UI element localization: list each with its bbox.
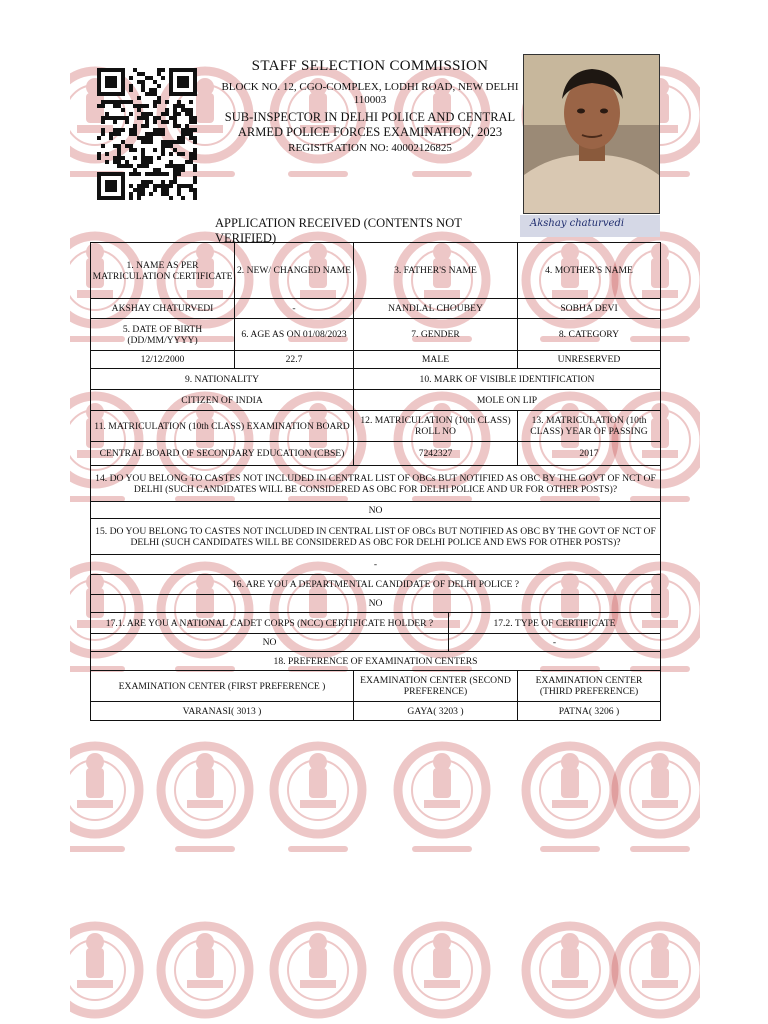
watermark-emblem [274, 926, 362, 1024]
q17-2-answer: - [449, 634, 661, 652]
q16-answer: NO [91, 595, 661, 613]
watermark-emblem [274, 746, 362, 852]
watermark-emblem [398, 746, 486, 852]
dob-value: 12/12/2000 [91, 351, 235, 369]
mother-name-value: SOBHA DEVI [518, 299, 661, 319]
watermark-emblem [616, 746, 700, 852]
roll-number-label: 12. MATRICULATION (10th CLASS) ROLL NO [354, 411, 518, 442]
identification-mark-value: MOLE ON LIP [354, 390, 661, 411]
identification-mark-label: 10. MARK OF VISIBLE IDENTIFICATION [354, 369, 661, 390]
dob-label: 5. DATE OF BIRTH (DD/MM/YYYY) [91, 319, 235, 351]
changed-name-label: 2. NEW/ CHANGED NAME [235, 243, 354, 299]
q14-obc-delhi-ur-question: 14. DO YOU BELONG TO CASTES NOT INCLUDED IN CENTRAL LIST OF OBCs BUT NOTIFIED AS OBC BY THE GOVT OF NCT OF DELHI (SUCH CANDIDATES WILL BE CONSIDERED AS OBC FOR DELHI POLICE AND UR FOR OTHER POSTS)? [91, 466, 661, 502]
center-third-label: EXAMINATION CENTER (THIRD PREFERENCE) [518, 671, 661, 702]
roll-number-value: 7242327 [354, 442, 518, 466]
category-label: 8. CATEGORY [518, 319, 661, 351]
q17-1-ncc-question: 17.1. ARE YOU A NATIONAL CADET CORPS (NCC) CERTIFICATE HOLDER ? [91, 613, 449, 634]
watermark-emblem [70, 926, 139, 1024]
board-label: 11. MATRICULATION (10th CLASS) EXAMINATION BOARD [91, 411, 354, 442]
org-address: BLOCK NO. 12, CGO-COMPLEX, LODHI ROAD, NEW DELHI 110003 [221, 81, 519, 106]
header [220, 58, 520, 154]
watermark-emblem [398, 926, 486, 1024]
watermark-emblem [161, 746, 249, 852]
center-first-value: VARANASI( 3013 ) [91, 702, 354, 721]
passing-year-label: 13. MATRICULATION (10th CLASS) YEAR OF PASSING [518, 411, 661, 442]
center-first-label: EXAMINATION CENTER (FIRST PREFERENCE ) [91, 671, 354, 702]
nationality-label: 9. NATIONALITY [91, 369, 354, 390]
center-second-value: GAYA( 3203 ) [354, 702, 518, 721]
q17-1-answer: NO [91, 634, 449, 652]
qr-code [97, 68, 197, 200]
watermark-emblem [616, 926, 700, 1024]
org-title: STAFF SELECTION COMMISSION [251, 58, 489, 74]
center-third-value: PATNA( 3206 ) [518, 702, 661, 721]
changed-name-value: - [235, 299, 354, 319]
category-value: UNRESERVED [518, 351, 661, 369]
name-label: 1. NAME AS PER MATRICULATION CERTIFICATE [91, 243, 235, 299]
watermark-emblem [70, 746, 139, 852]
father-name-label: 3. FATHER'S NAME [354, 243, 518, 299]
gender-value: MALE [354, 351, 518, 369]
center-second-label: EXAMINATION CENTER (SECOND PREFERENCE) [354, 671, 518, 702]
age-value: 22.7 [235, 351, 354, 369]
registration-number: REGISTRATION NO: 40002126825 [288, 142, 452, 154]
q17-2-certificate-type-label: 17.2. TYPE OF CERTIFICATE [449, 613, 661, 634]
admit-form-page [70, 40, 700, 1024]
q15-obc-delhi-ews-question: 15. DO YOU BELONG TO CASTES NOT INCLUDED IN CENTRAL LIST OF OBCs BUT NOTIFIED AS OBC BY THE GOVT OF NCT OF DELHI (SUCH CANDIDATES WILL BE CONSIDERED AS OBC FOR DELHI POLICE AND EWS FOR OTHER POSTS)? [91, 519, 661, 555]
gender-label: 7. GENDER [354, 319, 518, 351]
watermark-emblem [161, 926, 249, 1024]
nationality-value: CITIZEN OF INDIA [91, 390, 354, 411]
signature-text: Akshay chaturvedi [530, 218, 625, 229]
age-label: 6. AGE AS ON 01/08/2023 [235, 319, 354, 351]
application-status-notice: APPLICATION RECEIVED (CONTENTS NOT VERIFIED) [215, 216, 462, 245]
q15-answer: - [91, 555, 661, 575]
photo-portrait [524, 55, 659, 213]
candidate-photo [523, 54, 660, 214]
exam-title: SUB-INSPECTOR IN DELHI POLICE AND CENTRAL ARMED POLICE FORCES EXAMINATION, 2023 [224, 110, 516, 139]
watermark-emblem [526, 746, 614, 852]
watermark-emblem [526, 926, 614, 1024]
candidate-signature [520, 215, 660, 237]
q16-departmental-question: 16. ARE YOU A DEPARTMENTAL CANDIDATE OF DELHI POLICE ? [91, 575, 661, 595]
board-value: CENTRAL BOARD OF SECONDARY EDUCATION (CBSE) [91, 442, 354, 466]
father-name-value: NANDLAL CHOUBEY [354, 299, 518, 319]
application-details-table [90, 242, 661, 721]
name-value: AKSHAY CHATURVEDI [91, 299, 235, 319]
q14-answer: NO [91, 502, 661, 519]
passing-year-value: 2017 [518, 442, 661, 466]
mother-name-label: 4. MOTHER'S NAME [518, 243, 661, 299]
q18-exam-centers-heading: 18. PREFERENCE OF EXAMINATION CENTERS [91, 652, 661, 671]
